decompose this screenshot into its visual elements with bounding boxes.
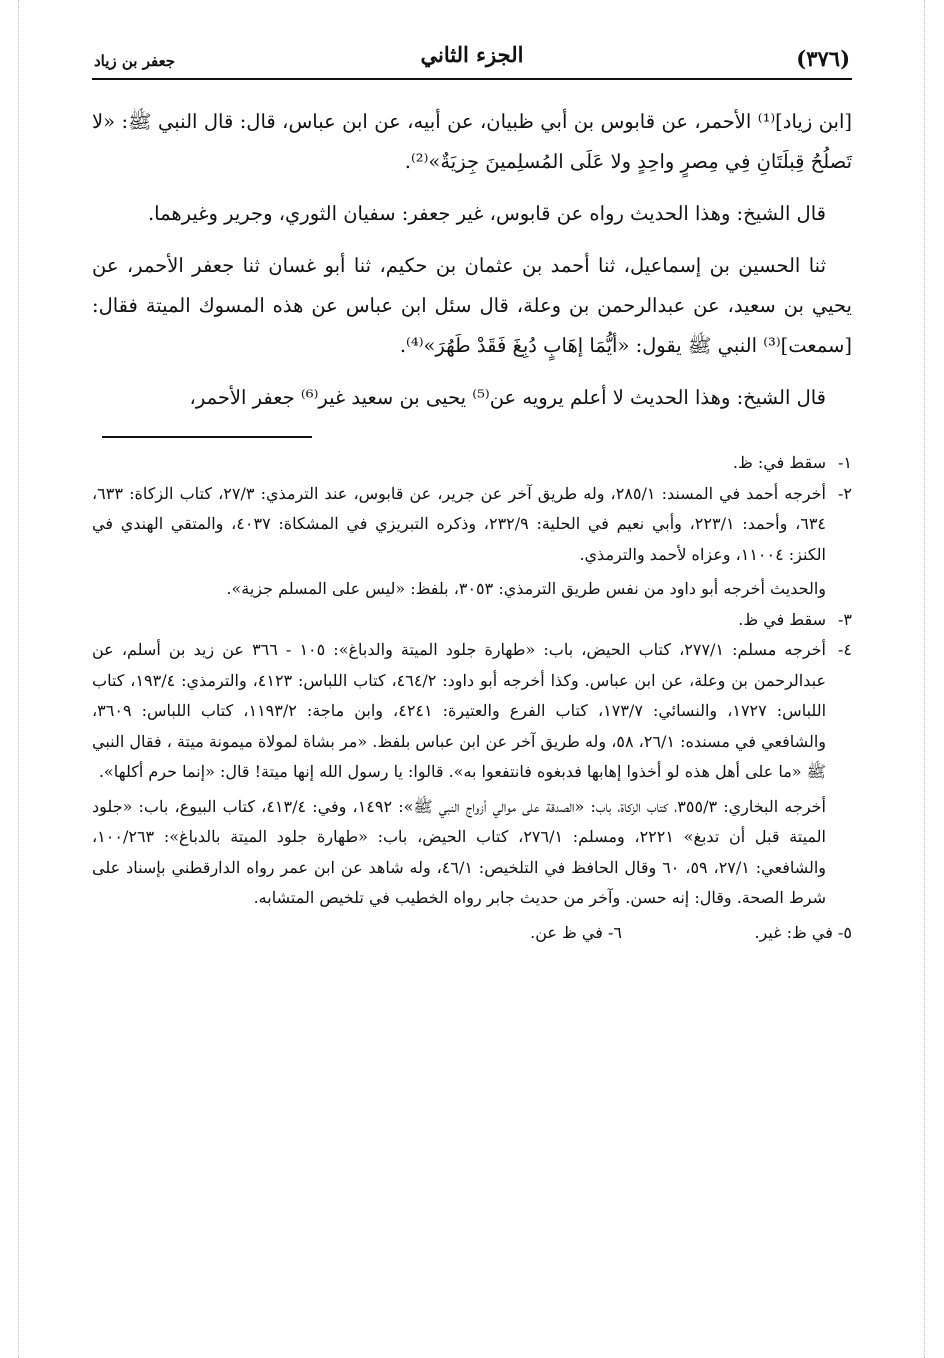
footnote-number: ٣- (838, 609, 852, 629)
paragraph: قال الشيخ: وهذا الحديث لا أعلم يرويه عن⁽⁵⁾ يحيى بن سعيد غير⁽⁶⁾ جعفر الأحمر، (189, 386, 826, 409)
footnote-number: ٢- (838, 483, 852, 503)
footnotes (92, 448, 852, 948)
footnote-2 (92, 479, 852, 605)
book-page (92, 34, 852, 948)
margin-dots-left (18, 0, 19, 1358)
footnote-4 (92, 635, 852, 914)
volume-title: الجزء الثاني (420, 42, 524, 67)
paragraph: [ابن زياد]⁽¹⁾ الأحمر، عن قابوس بن أبي ظبيان، عن أبيه، عن ابن عباس، قال: قال النبي ﷺ: «لا تَصلُحُ قِبلَتَانِ فِي مِصرٍ واحِدٍ ولا عَلَى المُسلِمينَ جِزيَةٌ»⁽²⁾. (92, 110, 852, 173)
footnote-text: سقط في ظ. (738, 609, 826, 629)
footnote-text: والحديث أخرجه أبو داود من نفس طريق الترمذي: ٣٠٥٣، بلفظ: «ليس على المسلم جزية». (226, 579, 826, 598)
footnote-text: أخرجه مسلم: ٢٧٧/١، كتاب الحيض، باب: «طهارة جلود الميتة والدباغ»: ١٠٥ - ٣٦٦ عن زيد بن أسلم، عن عبدالرحمن بن وعلة، عن ابن عباس. وكذا أخرجه أبو داود: ٤٦٤/٢، كتاب اللباس: ٤١٢٣، والترمذي: ١٩٣/٤، كتاب اللباس: ١٧٢٧، والنسائي: ١٧٣/٧، كتاب الفرع والعتيرة: ٤٢٤١، وابن ماجة: ١١٩٣/٢، كتاب اللباس: ٣٦٠٩، والشافعي في مسنده: ٢٦/١، ٥٨، وله طريق آخر عن ابن عباس بلفظ. «مر بشاة لمولاة ميمونة ميتة ، فقال النبي ﷺ «ما على أهل هذه لو أخذوا إهابها فدبغوه فانتفعوا به». قالوا: يا رسول الله إنها ميتة! قال: «إنما حرم أكلها». (92, 640, 827, 781)
footnote-number: ٤- (838, 640, 852, 659)
page-header (92, 34, 852, 80)
running-title: جعفر بن زياد (94, 52, 176, 70)
page-number: (٣٧٦) (796, 46, 850, 71)
footnote-text: أخرجه البخاري: ٣٥٥/٣، كتاب الزكاة، باب: «الصدقة على موالي أزواج النبي ﷺ»: ١٤٩٢، وفي: ٤١٣/٤، كتاب البيوع، باب: «جلود الميتة قبل أن تدبغ» ٢٢٢١، ومسلم: ٢٧٦/١، كتاب الحيض، باب: «طهارة جلود الميتة بالدباغ»: ١٠٠/٢٦٣، والشافعي: ٢٧/١، ٥٩، ٦٠ وقال الحافظ في التلخيص: ٤٦/١، وله شاهد عن ابن عمر رواه الدارقطني بإسناد على شرط الصحة. وقال: إنه حسن. وآخر من حديث جابر رواه الخطيب في تلخيص المتشابه. (92, 796, 827, 907)
footnote-6: ٦- في ظ عن. (530, 922, 622, 942)
margin-dots-right (924, 0, 925, 1358)
footnote-text: سقط في: ظ. (732, 453, 826, 472)
footnote-number: ١- (838, 453, 852, 472)
main-text (92, 102, 852, 418)
footnote-5: ٥- في ظ: غير. (754, 922, 852, 942)
footnote-3 (92, 605, 852, 636)
paragraph: قال الشيخ: وهذا الحديث رواه عن قابوس، غير جعفر: سفيان الثوري، وجرير وغيرهما. (147, 202, 826, 225)
footnote-1 (92, 448, 852, 479)
footnote-separator (102, 436, 312, 438)
paragraph: ثنا الحسين بن إسماعيل، ثنا أحمد بن عثمان بن حكيم، ثنا أبو غسان ثنا جعفر الأحمر، عن يحيي بن سعيد، عن عبدالرحمن بن وعلة، قال سئل ابن عباس عن هذه المسوك الميتة فقال: [سمعت]⁽³⁾ النبي ﷺ يقول: «أيُّمَا إهَابٍ دُبِغَ فَقَدْ طَهُرَ»⁽⁴⁾. (92, 254, 852, 357)
footnotes-5-6 (92, 918, 852, 949)
footnote-text: أخرجه أحمد في المسند: ٢٨٥/١، وله طريق آخر عن جرير، عن قابوس، عند الترمذي: ٢٧/٣، كتاب الزكاة: ٦٣٣، ٦٣٤، وأحمد: ٢٢٣/١، وأبي نعيم في الحلية: ٢٣٢/٩، وذكره التبريزي في المشكاة: ٤٠٣٧، والمتقي الهندي في الكنز: ١١٠٠٤، وعزاه لأحمد والترمذي. (92, 483, 827, 564)
